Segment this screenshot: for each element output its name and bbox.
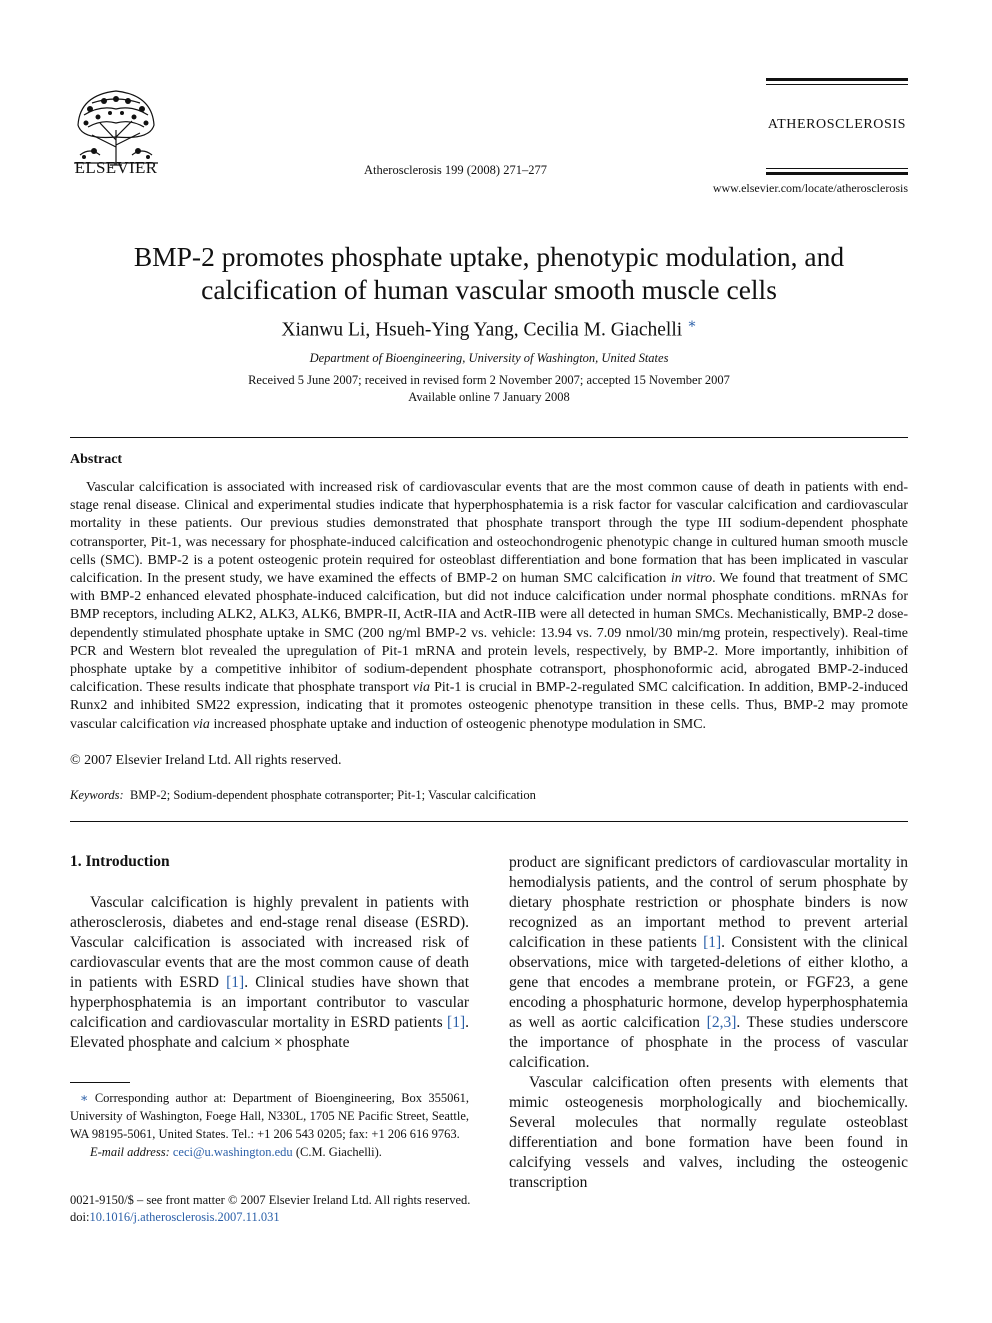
intro-right-text-a: product are significant predictors of cardiovascular mortality in hemodialysis patients, and the control of serum phosphate by dietary phosphate restriction or phosphate binders is now recognized as an important method to prevent arterial calcification in these patients <box>509 854 908 951</box>
citation-link[interactable]: [1] <box>703 934 722 951</box>
bottom-info <box>70 1192 470 1226</box>
header-rule-bottom-thin <box>766 168 908 169</box>
email-link[interactable]: ceci@u.washington.edu <box>172 1145 293 1159</box>
abstract-italic-via-1: via <box>412 680 431 696</box>
issn-line: 0021-9150/$ – see front matter © 2007 Elsevier Ireland Ltd. All rights reserved. <box>70 1193 471 1207</box>
journal-name: ATHEROSCLEROSIS <box>767 117 907 132</box>
abstract-body <box>70 479 908 734</box>
abstract-heading: Abstract <box>70 452 123 467</box>
publisher-name: ELSEVIER <box>74 158 158 177</box>
intro-right-text-b: . Consistent with the clinical observations, mice with targeted-deletions of either klotho, a gene that encodes a membrane protein, or FGF23, a gene encoding a phosphaturic hormone, develop hyperphosphatemia as well as aortic calcification <box>509 934 908 1031</box>
author-list <box>70 316 908 342</box>
email-label: E-mail address: <box>90 1145 170 1159</box>
intro-text-c: . Elevated phosphate and calcium × phosphate <box>70 1014 469 1051</box>
journal-url-link[interactable]: www.elsevier.com/locate/atherosclerosis <box>712 181 908 195</box>
divider-bottom <box>70 821 908 822</box>
citation-link[interactable]: [1] <box>447 1014 466 1031</box>
intro-text-b: . Clinical studies have shown that hyperphosphatemia is an important contributor to vascular calcification and cardiovascular mortality in ESRD patients <box>70 974 469 1031</box>
footnote-text: Corresponding author at: Department of Bioengineering, Box 355061, University of Washington, Foege Hall, N330L, 1705 NE Pacific Street, Seattle, WA 98195-5061, United States. Tel.: +1 206 543 0205; fax: +1 206 616 9763. <box>70 1091 469 1141</box>
keywords <box>70 788 908 803</box>
article-title: BMP-2 promotes phosphate uptake, phenotypic modulation, and calcification of human vascular smooth muscle cells <box>133 241 845 305</box>
abstract-italic-invitro: in vitro <box>670 571 713 587</box>
keywords-list: BMP-2; Sodium-dependent phosphate cotransporter; Pit-1; Vascular calcification <box>129 788 536 802</box>
doi-label: doi: <box>70 1210 90 1224</box>
received-dates: Received 5 June 2007; received in revised form 2 November 2007; accepted 15 November 2007 <box>248 373 730 387</box>
corresponding-author-mark[interactable]: ∗ <box>687 317 697 332</box>
intro-right-text-c: . These studies underscore the importance of phosphate in the process of vascular calcification. <box>509 1014 908 1071</box>
article-dates <box>70 372 908 406</box>
citation-link[interactable]: [1] <box>226 974 245 991</box>
abstract-italic-via-2: via <box>192 716 210 732</box>
footnote-rule <box>70 1082 130 1083</box>
author-names: Xianwu Li, Hsueh-Ying Yang, Cecilia M. Giachelli <box>281 319 683 341</box>
email-suffix: (C.M. Giachelli). <box>292 1145 382 1159</box>
abstract-text-4: increased phosphate uptake and induction of osteogenic phenotype modulation in SMC. <box>209 716 707 732</box>
abstract-text-2: . We found that treatment of SMC with BMP-2 enhanced elevated phosphate-induced calcification, but did not induce calcification under normal phosphate conditions. mRNAs for BMP receptors, including ALK2, ALK3, ALK6, BMPR-II, ActR-IIA and ActR-IIB were all detected in human SMCs. Mechanistically, BMP-2 dose-dependently stimulated phosphate uptake in SMC (200 ng/ml BMP-2 vs. vehicle: 13.94 vs. 7.09 nmol/30 min/mg protein, respectively). Real-time PCR and Western blot revealed the upregulation of Pit-1 mRNA and protein levels, respectively, by BMP-2. More importantly, inhibition of phosphate uptake by a competitive inhibitor of sodium-dependent phosphate cotransport, phosphonoformic acid, abrogated BMP-2-induced calcification. These results indicate that phosphate transport <box>70 571 909 696</box>
header-rule-top <box>766 78 908 81</box>
header-rule-top-thin <box>766 84 908 85</box>
keywords-label: Keywords: <box>70 788 124 802</box>
header-rule-bottom <box>766 172 908 175</box>
corresponding-author-footnote <box>70 1089 469 1161</box>
intro-right-paragraph-2: Vascular calcification often presents with elements that mimic osteogenesis morphologically and biochemically. Several molecules that normally regulate osteoblast differentiation and bone formation have been found in calcifying vessels and valves, including the osteogenic transcription <box>509 1074 908 1191</box>
intro-right-column <box>509 853 908 1193</box>
divider-top <box>70 437 908 438</box>
doi-link[interactable]: 10.1016/j.atherosclerosis.2007.11.031 <box>89 1210 280 1224</box>
affiliation: Department of Bioengineering, University of Washington, United States <box>309 351 669 365</box>
citation-link[interactable]: [2,3] <box>706 1014 737 1031</box>
abstract-text-3: Pit-1 is crucial in BMP-2-regulated SMC calcification. In addition, BMP-2-induced Runx2 and inhibited SM22 expression, indicating that it promotes osteogenic phenotype transition in these cells. Thus, BMP-2 may promote vascular calcification <box>70 680 909 732</box>
abstract-text-1: Vascular calcification is associated with increased risk of cardiovascular events that are the most common cause of death in patients with end-stage renal disease. Clinical and experimental studies indicate that hyperphosphatemia is a risk factor for vascular calcification and cardiovascular mortality in these patients. Our previous studies demonstrated that phosphate transport through the type III sodium-dependent phosphate cotransporter, Pit-1, was necessary for phosphate-induced calcification and osteochondrogenic phenotypic change in cultured human smooth muscle cells (SMC). BMP-2 is a potent osteogenic protein required for osteoblast differentiation and bone formation that has been implicated in vascular calcification. In the present study, we have examined the effects of BMP-2 on human SMC calcification <box>70 480 908 587</box>
available-online: Available online 7 January 2008 <box>408 390 570 404</box>
abstract-copyright: © 2007 Elsevier Ireland Ltd. All rights reserved. <box>70 753 342 768</box>
intro-left-column <box>70 893 469 1053</box>
section-heading-introduction: 1. Introduction <box>70 853 170 870</box>
intro-text-a: Vascular calcification is highly prevalent in patients with atherosclerosis, diabetes and end-stage renal disease (ESRD). Vascular calcification is associated with increased risk of cardiovascular events that are the most common cause of death in patients with ESRD <box>70 894 469 991</box>
journal-citation: Atherosclerosis 199 (2008) 271–277 <box>364 163 547 177</box>
footnote-mark: ∗ <box>80 1091 89 1105</box>
